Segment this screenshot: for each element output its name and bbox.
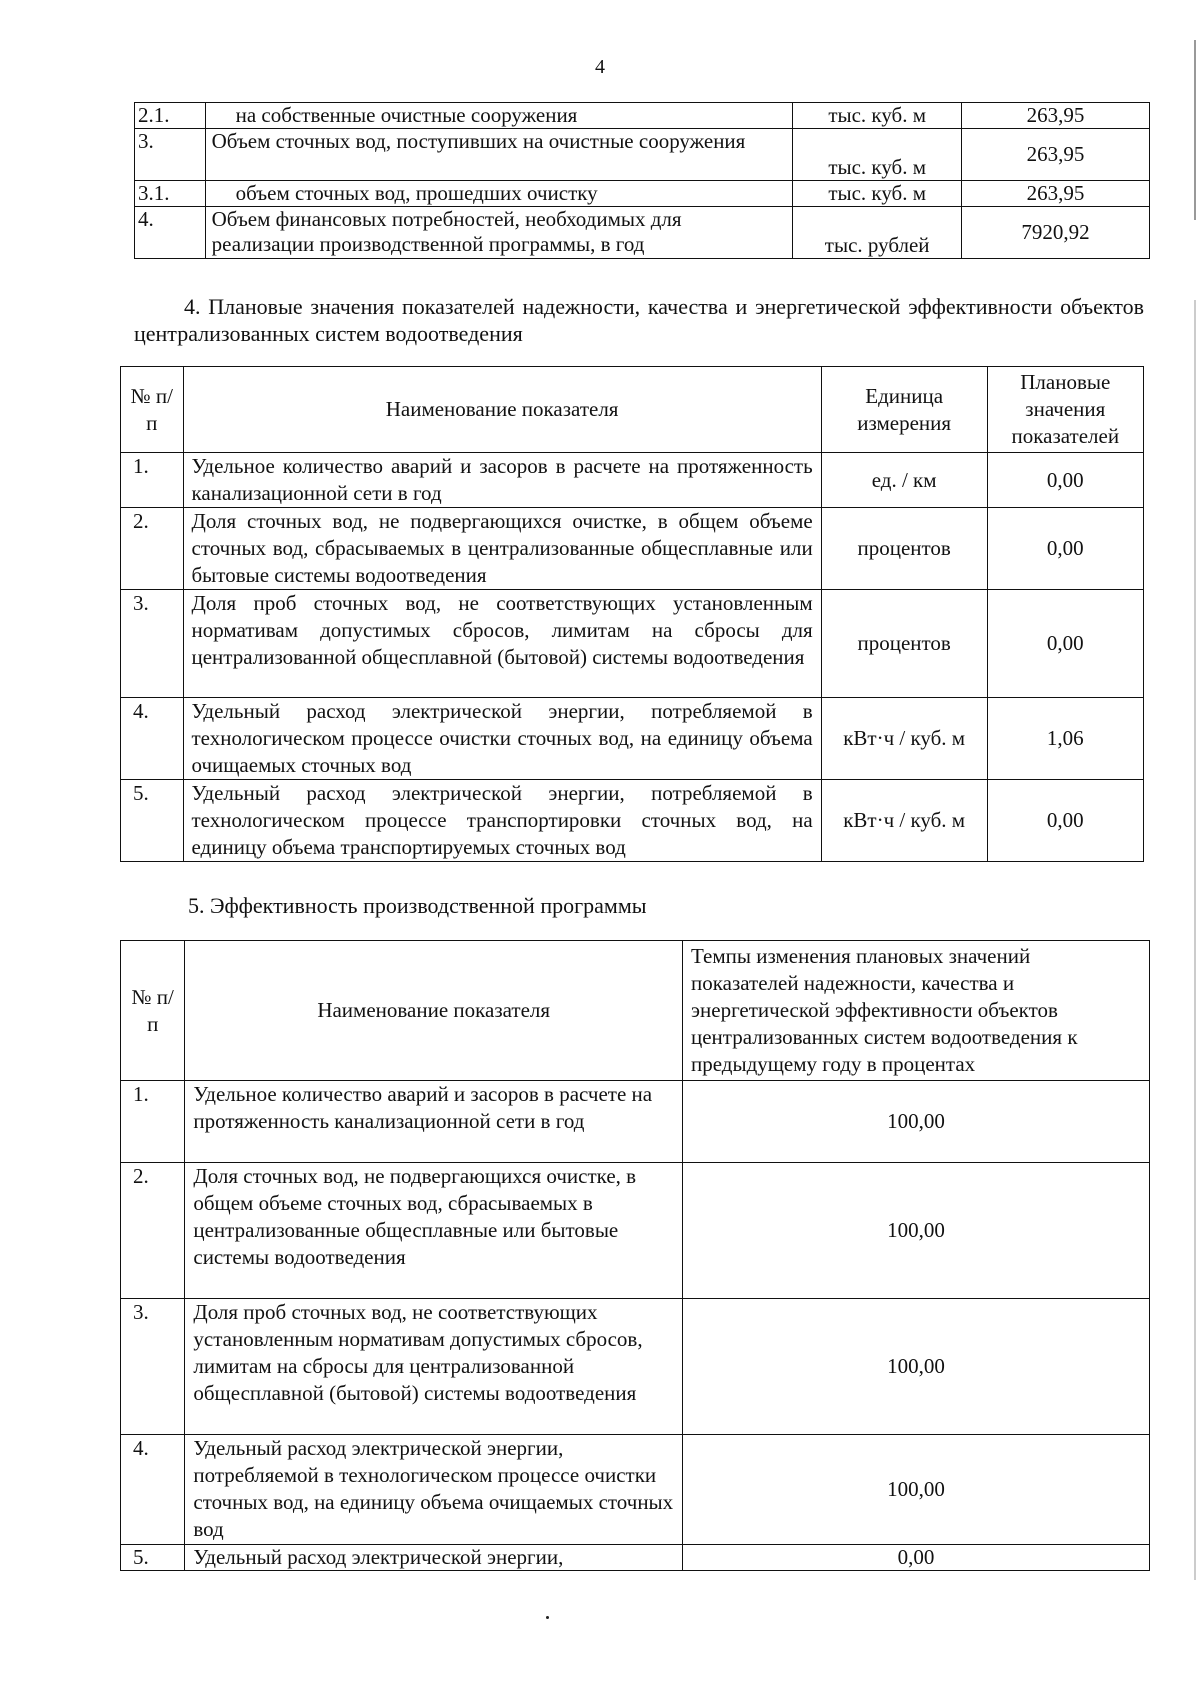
- row-number: 2.: [121, 508, 184, 590]
- header-value: Темпы изменения плановых значений показателей надежности, качества и энергетической эффективности объектов централизованных систем водоотведения к предыдущему году в процентах: [683, 941, 1150, 1081]
- section-5-heading: 5. Эффективность производственной программы: [188, 893, 647, 918]
- page-number: 4: [595, 56, 605, 78]
- row-number: 4.: [121, 698, 184, 780]
- row-value: 263,95: [961, 181, 1149, 207]
- row-value: 0,00: [987, 453, 1143, 508]
- row-name: Удельный расход электрической энергии, потребляемой в технологическом процессе очистки сточных вод, на единицу объема очищаемых сточных вод: [185, 1435, 683, 1545]
- row-value: 100,00: [683, 1081, 1150, 1163]
- row-name: Удельный расход электрической энергии, потребляемой в технологическом процессе очистки сточных вод, на единицу объема очищаемых сточных вод: [183, 698, 821, 780]
- row-name: на собственные очистные сооружения: [205, 103, 793, 129]
- table-row: [135, 181, 1150, 207]
- header-name: Наименование показателя: [185, 941, 683, 1081]
- row-value: 263,95: [961, 129, 1149, 181]
- row-number: 1.: [121, 1081, 185, 1163]
- row-value: 7920,92: [961, 207, 1149, 259]
- row-unit: ед. / км: [821, 453, 987, 508]
- row-name: Объем сточных вод, поступивших на очистные сооружения: [205, 129, 793, 181]
- scan-edge-mark: [1194, 300, 1196, 1580]
- row-name: Объем финансовых потребностей, необходимых для реализации производственной программы, в год: [205, 207, 793, 259]
- row-unit: процентов: [821, 590, 987, 698]
- row-name: Доля проб сточных вод, не соответствующих установленным нормативам допустимых сбросов, лимитам на сбросы для централизованной общесплавной (бытовой) системы водоотведения: [185, 1299, 683, 1435]
- row-name: Доля проб сточных вод, не соответствующих установленным нормативам допустимых сбросов, лимитам на сбросы для централизованной общесплавной (бытовой) системы водоотведения: [183, 590, 821, 698]
- row-number: 3.1.: [135, 181, 206, 207]
- header-num: № п/п: [121, 941, 185, 1081]
- row-number: 1.: [121, 453, 184, 508]
- row-unit: тыс. куб. м: [793, 103, 962, 129]
- table-row: [121, 1081, 1150, 1163]
- header-name: Наименование показателя: [183, 367, 821, 453]
- table-row: [135, 129, 1150, 181]
- row-number: 5.: [121, 780, 184, 862]
- row-unit: тыс. рублей: [793, 207, 962, 259]
- scan-dot: [546, 1616, 549, 1619]
- row-value: 0,00: [987, 590, 1143, 698]
- row-number: 5.: [121, 1545, 185, 1571]
- row-number: 4.: [121, 1435, 185, 1545]
- row-name: объем сточных вод, прошедших очистку: [205, 181, 793, 207]
- table-row: [121, 1545, 1150, 1571]
- production-volume-table: [134, 102, 1150, 259]
- table-row: [121, 698, 1144, 780]
- row-unit: тыс. куб. м: [793, 181, 962, 207]
- row-number: 3.: [121, 1299, 185, 1435]
- row-value: 0,00: [683, 1545, 1150, 1571]
- row-value: 0,00: [987, 508, 1143, 590]
- row-name: Удельное количество аварий и засоров в расчете на протяженность канализационной сети в год: [183, 453, 821, 508]
- row-number: 3.: [121, 590, 184, 698]
- table-row: [135, 207, 1150, 259]
- row-name: Удельный расход электрической энергии, потребляемой в технологическом процессе транспортировки сточных вод, на единицу объема транспортируемых сточных вод: [183, 780, 821, 862]
- table-row: [121, 508, 1144, 590]
- row-unit: кВт·ч / куб. м: [821, 698, 987, 780]
- table-row: [121, 1435, 1150, 1545]
- table-row: [121, 780, 1144, 862]
- header-unit: Единица измерения: [821, 367, 987, 453]
- row-value: 100,00: [683, 1163, 1150, 1299]
- table-row: [121, 1299, 1150, 1435]
- efficiency-table: [120, 940, 1150, 1571]
- row-unit: процентов: [821, 508, 987, 590]
- table-row: [135, 103, 1150, 129]
- row-value: 263,95: [961, 103, 1149, 129]
- row-value: 1,06: [987, 698, 1143, 780]
- row-name: Доля сточных вод, не подвергающихся очистке, в общем объеме сточных вод, сбрасываемых в централизованные общесплавные или бытовые системы водоотведения: [185, 1163, 683, 1299]
- scan-edge-mark: [1194, 40, 1196, 220]
- table-header-row: [121, 941, 1150, 1081]
- table-row: [121, 453, 1144, 508]
- header-num: № п/п: [121, 367, 184, 453]
- row-value: 100,00: [683, 1435, 1150, 1545]
- row-name: Доля сточных вод, не подвергающихся очистке, в общем объеме сточных вод, сбрасываемых в централизованные общесплавные или бытовые системы водоотведения: [183, 508, 821, 590]
- row-unit: тыс. куб. м: [793, 129, 962, 181]
- row-number: 4.: [135, 207, 206, 259]
- row-number: 3.: [135, 129, 206, 181]
- table-header-row: [121, 367, 1144, 453]
- row-name: Удельное количество аварий и засоров в расчете на протяженность канализационной сети в год: [185, 1081, 683, 1163]
- header-value: Плановые значения показателей: [987, 367, 1143, 453]
- row-number: 2.: [121, 1163, 185, 1299]
- row-unit: кВт·ч / куб. м: [821, 780, 987, 862]
- row-value: 0,00: [987, 780, 1143, 862]
- table-row: [121, 590, 1144, 698]
- section-4-heading: 4. Плановые значения показателей надежности, качества и энергетической эффективности объектов централизованных систем водоотведения: [134, 294, 1144, 346]
- table-row: [121, 1163, 1150, 1299]
- row-number: 2.1.: [135, 103, 206, 129]
- indicators-table: [120, 366, 1144, 862]
- row-value: 100,00: [683, 1299, 1150, 1435]
- row-name: Удельный расход электрической энергии,: [185, 1545, 683, 1571]
